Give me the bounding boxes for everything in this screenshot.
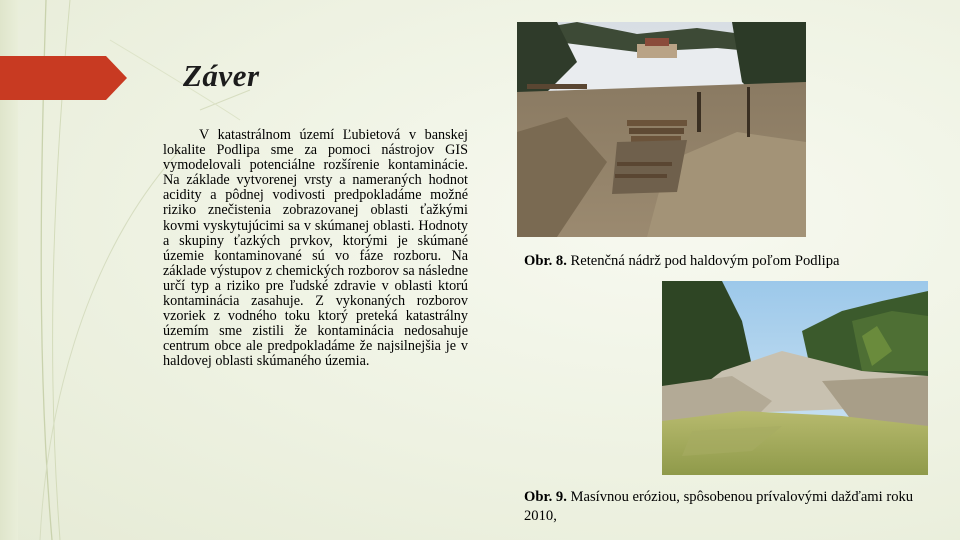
slide-title: Záver bbox=[183, 58, 260, 93]
body-paragraph: V katastrálnom území Ľubietová v banskej lokalite Podlipa sme za pomoci nástrojov GIS vymodelovali potenciálne rozšírenie kontaminácie. Na základe vytvorenej vrsty a nameraných hodnot acidity a pôdnej vodivosti predpokladáme možné riziko znečistenia zobrazovanej oblasti ťažkými kovmi vyskytujúcimi sa v skúmanej oblasti. Hodnoty a skupiny ťazkých prvkov, ktorými je skúmané územie kontaminované sú vo fáze rozboru. Na základe výstupov z chemických rozborov sa následne určí typ a riziko pre ľudské zdravie v oblasti ktorú kontaminácia zasahuje. Z vykonaných rozborov vzoriek z vodného toku ktorý preteká katastrálny územím sme zistili že kontaminácia nedosahuje centrum obce ale predpokladáme že najsilnejšia je v haldovej oblasti skúmaného územia. bbox=[163, 127, 468, 370]
figure-9-text: Masívnou eróziou, spôsobenou prívalovými dažďami roku 2010, bbox=[524, 489, 914, 524]
erosion-lake-photo bbox=[662, 281, 928, 475]
title-accent-banner bbox=[0, 56, 127, 100]
figure-8-label: Obr. 8. bbox=[524, 253, 567, 269]
figure-8-text: Retenčná nádrž pod haldovým poľom Podlipa bbox=[566, 253, 840, 269]
figure-9-caption bbox=[524, 488, 924, 526]
retention-pond-photo bbox=[517, 22, 806, 237]
figure-9-label: Obr. 9. bbox=[524, 489, 567, 505]
figure-8-caption bbox=[524, 252, 944, 271]
